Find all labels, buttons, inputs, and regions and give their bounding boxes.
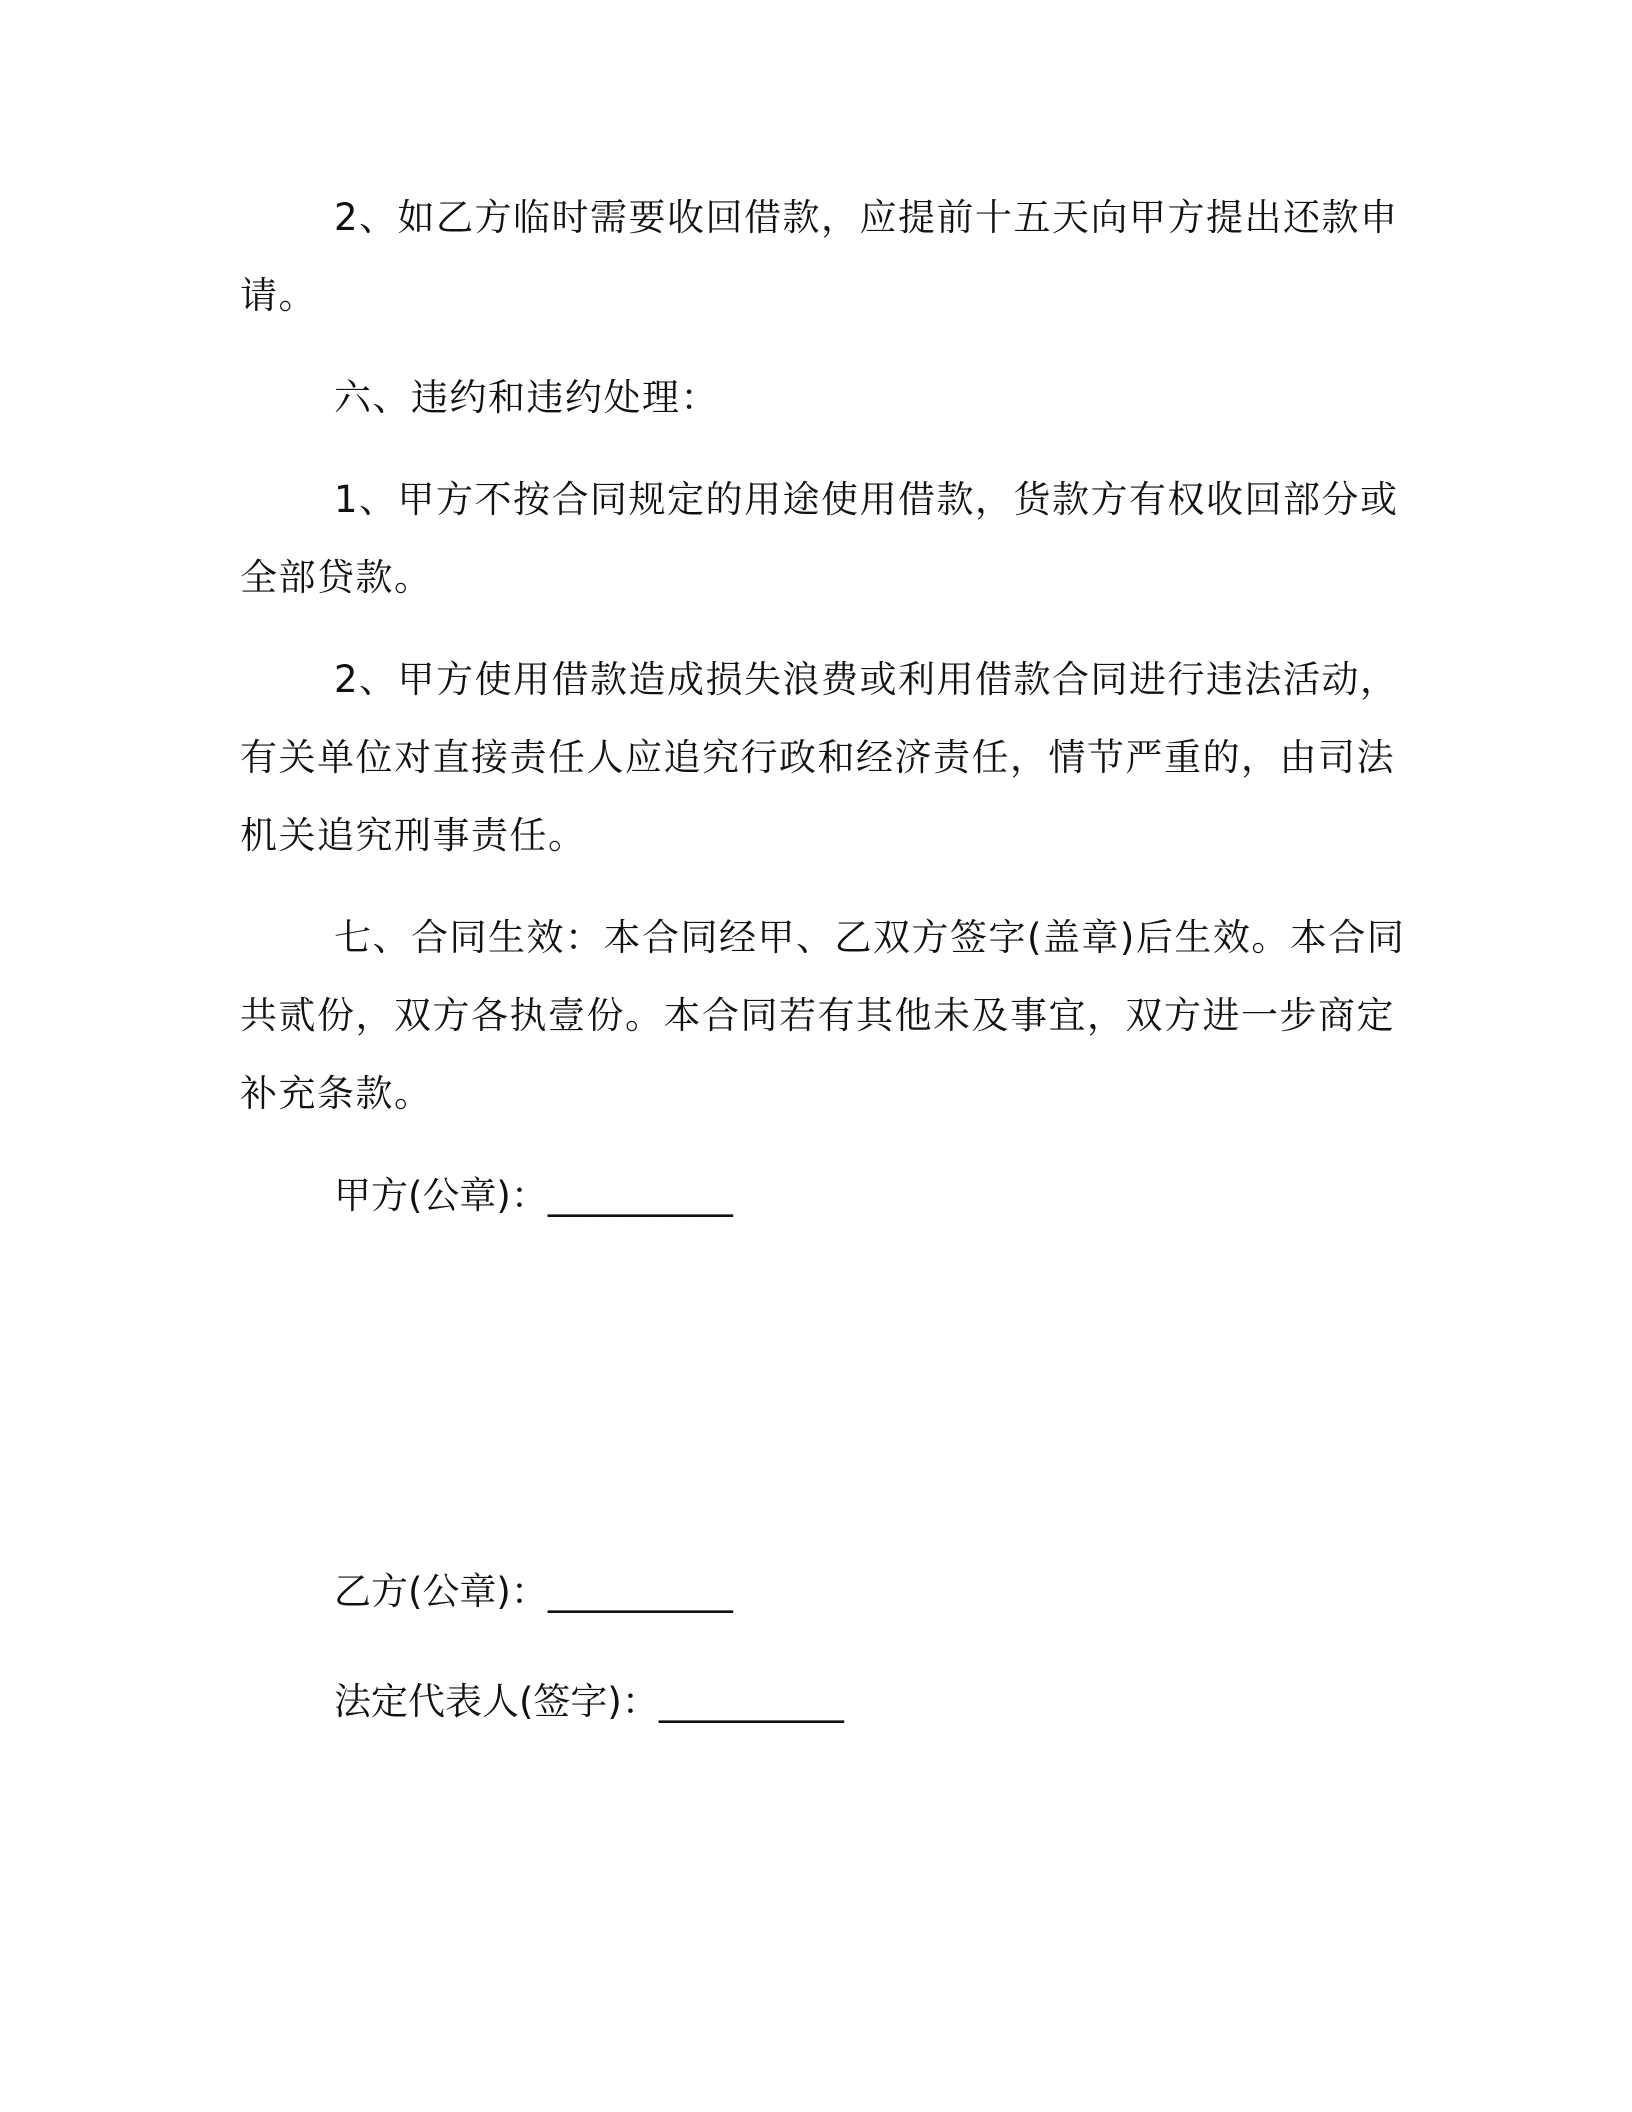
section-7-line-2: 共贰份，双方各执壹份。本合同若有其他未及事宜，双方进一步商定: [240, 994, 1395, 1037]
party-b-signature-line: 乙方(公章)：__________: [334, 1570, 733, 1613]
section-6-heading: 六、违约和违约处理：: [334, 376, 719, 419]
section-6-item-2-line-3: 机关追究刑事责任。: [240, 814, 587, 857]
party-a-signature-line: 甲方(公章)：__________: [334, 1174, 733, 1217]
section-7-line-1: 七、合同生效：本合同经甲、乙双方签字(盖章)后生效。本合同: [334, 916, 1406, 959]
section-7-line-3: 补充条款。: [240, 1072, 433, 1115]
section-6-item-2-line-2: 有关单位对直接责任人应追究行政和经济责任，情节严重的，由司法: [240, 736, 1395, 779]
section-6-item-2-line-1: 2、甲方使用借款造成损失浪费或利用借款合同进行违法活动，: [334, 658, 1399, 701]
section-6-item-1-line-1: 1、甲方不按合同规定的用途使用借款，货款方有权收回部分或: [334, 478, 1399, 521]
legal-representative-signature-line: 法定代表人(签字)：__________: [334, 1680, 844, 1723]
clause-5-2-line-2: 请。: [240, 274, 317, 317]
clause-5-2-line-1: 2、如乙方临时需要收回借款，应提前十五天向甲方提出还款申: [334, 196, 1399, 239]
section-6-item-1-line-2: 全部贷款。: [240, 556, 433, 599]
